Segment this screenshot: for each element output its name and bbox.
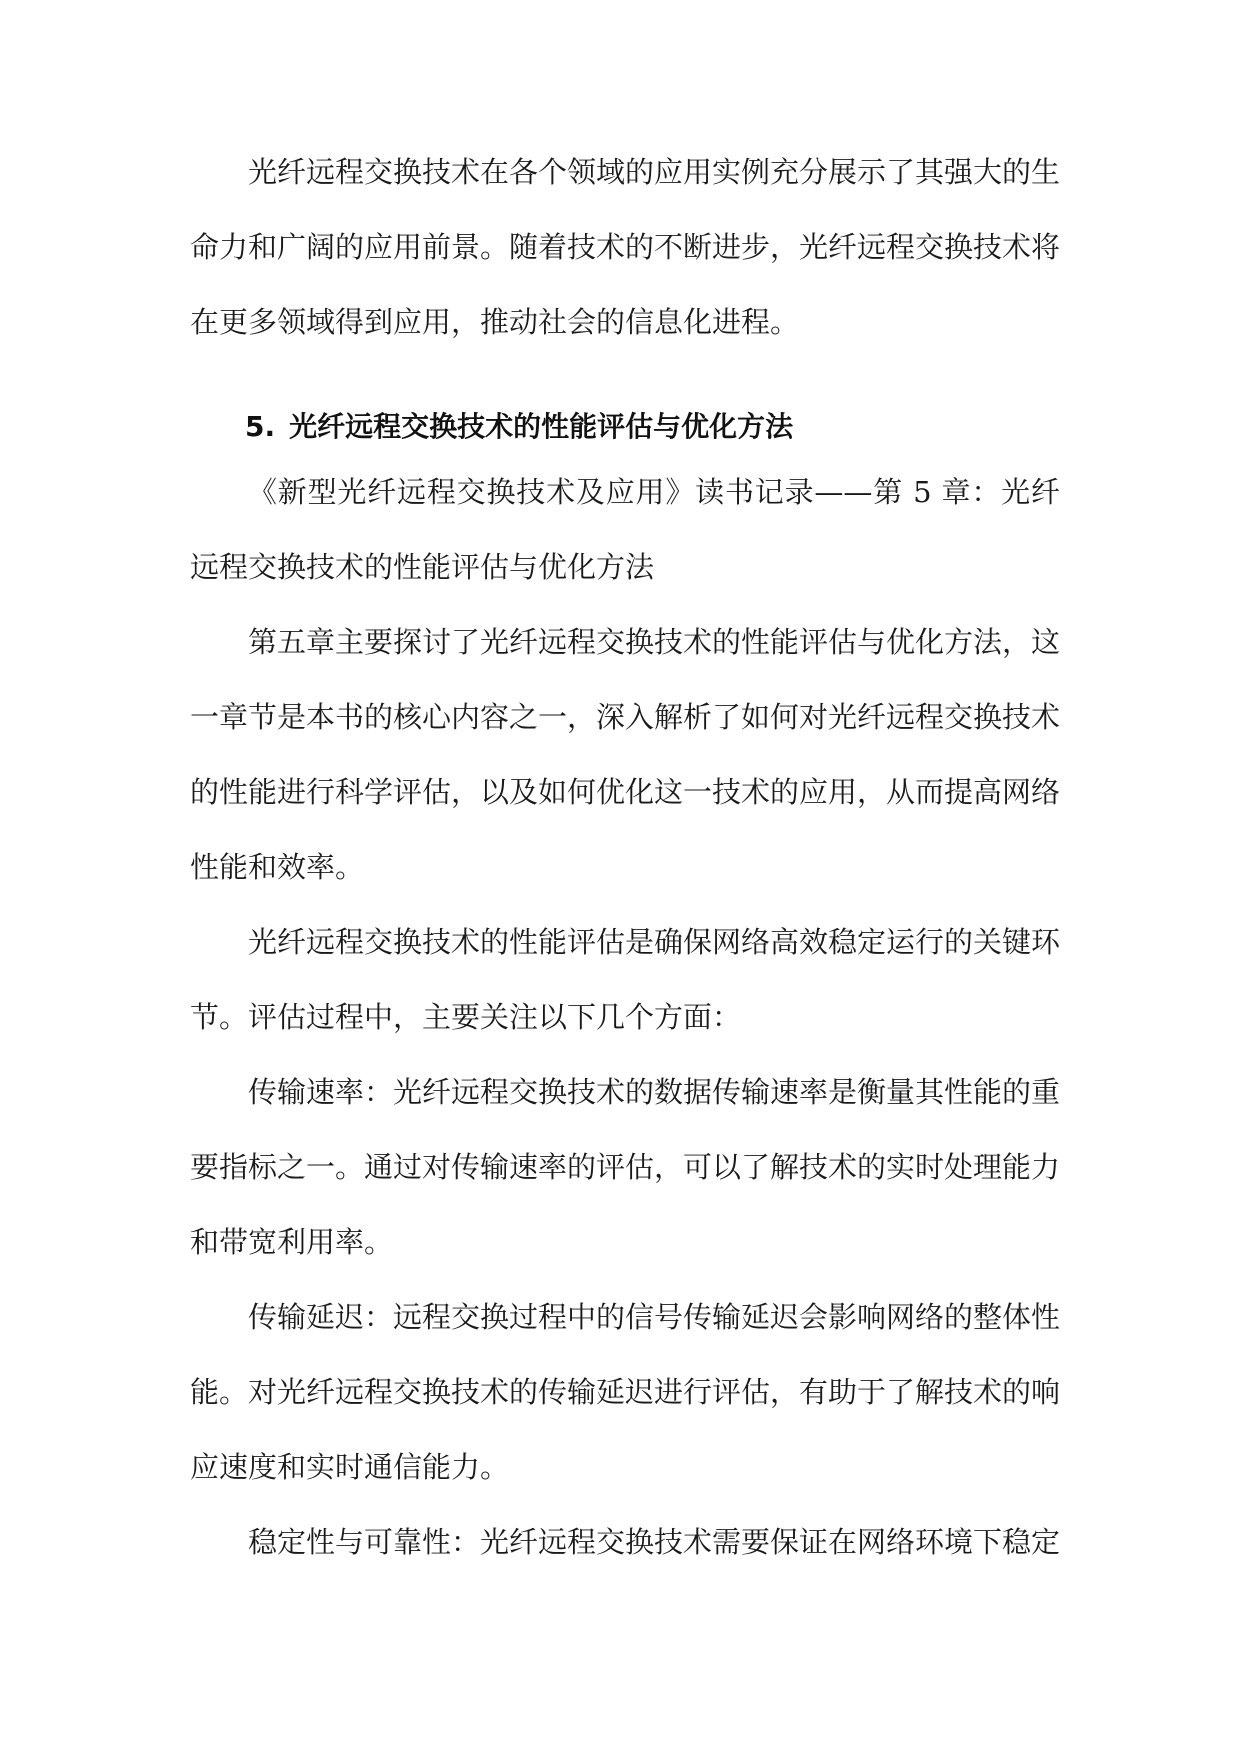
transfer-delay-paragraph: 传输延迟：远程交换过程中的信号传输延迟会影响网络的整体性能。对光纤远程交换技术的传输延迟进行评估，有助于了解技术的响应速度和实时通信能力。 <box>190 1300 1061 1484</box>
body-block <box>190 455 1060 1580</box>
intro-block <box>190 135 1060 360</box>
section-heading <box>245 407 793 447</box>
evaluation-intro-paragraph: 光纤远程交换技术的性能评估是确保网络高效稳定运行的关键环节。评估过程中，主要关注以下几个方面： <box>190 925 1061 1034</box>
transfer-rate-paragraph: 传输速率：光纤远程交换技术的数据传输速率是衡量其性能的重要指标之一。通过对传输速率的评估，可以了解技术的实时处理能力和带宽利用率。 <box>190 1075 1061 1259</box>
section-number: 5. <box>245 410 276 443</box>
stability-paragraph: 稳定性与可靠性：光纤远程交换技术需要保证在网络环境下稳定 <box>248 1525 1061 1559</box>
book-note-paragraph: 《新型光纤远程交换技术及应用》读书记录——第 5 章：光纤远程交换技术的性能评估与优化方法 <box>190 475 1060 584</box>
section-title: 光纤远程交换技术的性能评估与优化方法 <box>289 410 794 443</box>
chapter-summary-paragraph: 第五章主要探讨了光纤远程交换技术的性能评估与优化方法，这一章节是本书的核心内容之一，深入解析了如何对光纤远程交换技术的性能进行科学评估，以及如何优化这一技术的应用，从而提高网络性能和效率。 <box>190 625 1061 884</box>
intro-paragraph: 光纤远程交换技术在各个领域的应用实例充分展示了其强大的生命力和广阔的应用前景。随着技术的不断进步，光纤远程交换技术将在更多领域得到应用，推动社会的信息化进程。 <box>190 155 1061 339</box>
